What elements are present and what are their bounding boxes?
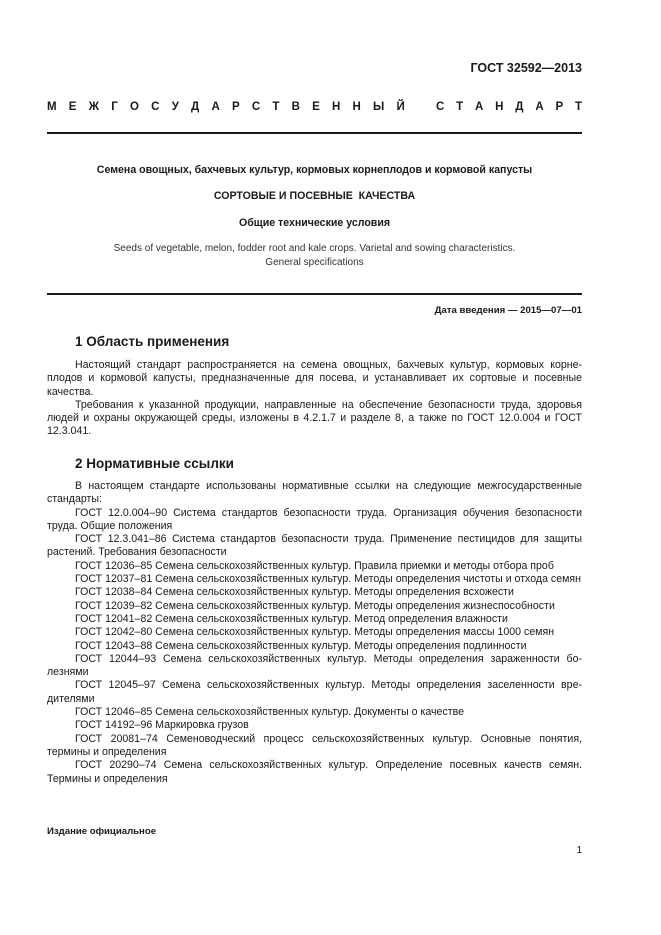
introduction-date: Дата введения — 2015—07—01	[434, 305, 582, 316]
page-number: 1	[576, 845, 582, 856]
section-body	[47, 359, 582, 439]
body-paragraph: ГОСТ 20290–74 Семена сельскохозяйственных культур. Определение посевных качеств семян. Термины и определения	[47, 759, 582, 785]
english-title-line: General specifications	[265, 257, 364, 268]
body-paragraph: ГОСТ 12042–80 Семена сельскохозяйственных культур. Методы определения массы 1000 семян	[75, 626, 555, 639]
section-heading: 2 Нормативные ссылки	[75, 456, 234, 471]
body-paragraph: ГОСТ 12.0.004–90 Система стандартов безопасности труда. Организация обучения безопасности труда. Общие положения	[47, 506, 582, 532]
body-paragraph: ГОСТ 12045–97 Семена сельскохозяйственных культур. Методы определения заселенности вре-дителями	[47, 679, 582, 705]
section-body	[47, 480, 582, 786]
document-subtitle: СОРТОВЫЕ И ПОСЕВНЫЕ КАЧЕСТВА	[213, 190, 416, 202]
body-paragraph: ГОСТ 12039–82 Семена сельскохозяйственных культур. Методы определения жизнеспособности	[75, 599, 555, 612]
top-divider	[47, 132, 582, 134]
body-paragraph: Требования к указанной продукции, направленные на обеспечение безопасности труда, здоровья людей и охраны окружающей среды, изложены в 4.2.1.7 и разделе 8, а также по ГОСТ 12.0.004 и ГОСТ 12.3.041.	[47, 398, 582, 438]
english-title	[47, 242, 582, 270]
body-paragraph: ГОСТ 12038–84 Семена сельскохозяйственных культур. Методы определения всхожести	[75, 586, 514, 599]
body-paragraph: ГОСТ 12043–88 Семена сельскохозяйственных культур. Методы определения подлинности	[75, 639, 527, 652]
official-publication-label: Издание официальное	[47, 826, 157, 837]
document-code: ГОСТ 32592—2013	[470, 61, 582, 75]
body-paragraph: ГОСТ 12044–93 Семена сельскохозяйственных культур. Методы определения зараженности бо-лезнями	[47, 652, 582, 679]
interstate-word: М Е Ж Г О С У Д А Р С Т В Е Н Н Ы Й	[47, 101, 405, 113]
body-paragraph: ГОСТ 12046–85 Семена сельскохозяйственных культур. Документы о качестве	[75, 706, 464, 719]
interstate-standard-banner	[47, 101, 582, 113]
body-paragraph: ГОСТ 12041–82 Семена сельскохозяйственных культур. Метод определения влажности	[75, 612, 508, 625]
document-subtitle-conditions: Общие технические условия	[238, 217, 391, 229]
body-paragraph: В настоящем стандарте использованы нормативные ссылки на следующие межгосударственные стандарты:	[47, 480, 582, 506]
document-title: Семена овощных, бахчевых культур, кормовых корнеплодов и кормовой капусты	[96, 164, 533, 176]
body-paragraph: ГОСТ 12036–85 Семена сельскохозяйственных культур. Правила приемки и методы отбора проб	[75, 559, 554, 572]
standard-word: С Т А Н Д А Р Т	[436, 101, 582, 113]
english-title-line: Seeds of vegetable, melon, fodder root and kale crops. Varietal and sowing characteristics.	[113, 243, 516, 254]
body-paragraph: ГОСТ 12.3.041–86 Система стандартов безопасности труда. Применение пестицидов для защиты растений. Требования безопасности	[47, 533, 582, 559]
section-heading: 1 Область применения	[75, 334, 230, 349]
body-paragraph: ГОСТ 12037–81 Семена сельскохозяйственных культур. Методы определения чистоты и отхода семян	[75, 573, 581, 586]
title-divider	[47, 293, 582, 295]
body-paragraph: ГОСТ 20081–74 Семеноводческий процесс сельскохозяйственных культур. Основные понятия, термины и определения	[47, 732, 582, 758]
body-paragraph: ГОСТ 14192–96 Маркировка грузов	[75, 719, 249, 732]
body-paragraph: Настоящий стандарт распространяется на семена овощных, бахчевых культур, кормовых корне-плодов и кормовой капусты, предназначенные для посева, и устанавливает их сортовые и посевные качества.	[47, 359, 582, 398]
